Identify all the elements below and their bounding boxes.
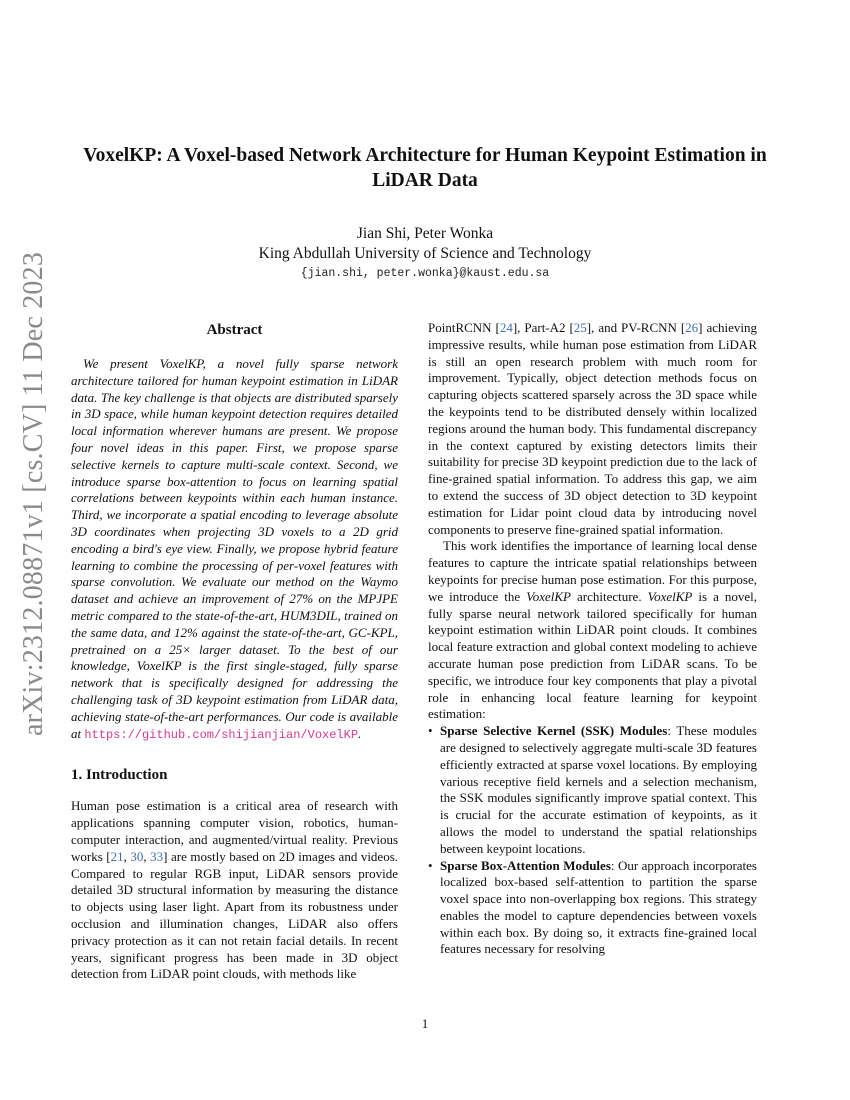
list-item [428, 723, 757, 857]
intro-text: is a novel, fully sparse neural network tailored specifically for human keypoint estimation within LiDAR point clouds. It combines local feature extraction and global context modeling to achieve accurate human pose prediction from LiDAR scans. To be specific, we introduce four key components that play a pivotal role in enhancing local feature learning for keypoint estimation: [428, 588, 758, 722]
key-components-list [428, 723, 757, 958]
citation-link[interactable]: 21 [110, 848, 124, 864]
abstract-heading: Abstract [206, 322, 263, 338]
citation-link[interactable]: 25 [573, 320, 587, 335]
intro-text: PointRCNN [ [428, 320, 500, 335]
list-item-text: : Our approach incorporates localized box-based self-attention to partition the sparse voxel space into non-overlapping box regions. This strategy enables the model to capture dependencies between voxels within each box. By doing so, it extracts fine-grained local features necessary for resolving [440, 857, 757, 957]
intro-text: ] are mostly based on 2D images and videos. Compared to regular RGB input, LiDAR sensors provide detailed 3D structural information by measuring the distance to objects using laser light. Apart from its robustness under occlusion and illumination changes, LiDAR also offers privacy protection as it can not retain facial details. In recent years, significant progress has been made in 3D object detection from LiDAR point clouds, with methods like [71, 848, 399, 982]
list-item [428, 858, 757, 959]
method-name: VoxelKP [647, 588, 693, 604]
paper-title: VoxelKP: A Voxel-based Network Architecture for Human Keypoint Estimation in LiDAR Data [83, 145, 767, 191]
abstract-body-text: We present VoxelKP, a novel fully sparse network architecture tailored for human keypoint estimation in LiDAR data. The key challenge is that objects are distributed sparsely in 3D space, while human keypoint detection requires detailed local information wherever humans are present. We propose four novel ideas in this paper. First, we propose sparse selective kernels to capture multi-scale context. Second, we introduce sparse box-attention to focus on learning spatial correlations between keypoints within each human instance. Third, we incorporate a spatial encoding to leverage absolute 3D coordinates when projecting 3D voxels to a 2D grid encoding a bird's eye view. Finally, we propose hybrid feature learning to combine the processing of per-voxel features with sparse convolution. We evaluate our method on the Waymo dataset and achieve an improvement of 27% on the MPJPE metric compared to the state-of-the-art, HUM3DIL, trained on the same data, and 12% against the state-of-the-art, GC-KPL, pretrained on a 25× larger dataset. To the best of our knowledge, VoxelKP is the first single-staged, fully sparse network that is specifically designed for addressing the challenging task of 3D keypoint estimation from LiDAR data, achieving state-of-the-art performances. Our code is available at [71, 356, 398, 741]
intro-paragraph-1 [71, 798, 398, 983]
page-number: 1 [421, 1016, 429, 1031]
intro-paragraph-2 [428, 538, 757, 723]
list-item-text: : These modules are designed to selectively aggregate multi-scale 3D features efficiently extracted at sparse voxel locations. By employing various receptive field kernels and a selection mechanism, the SSK modules significantly improve spatial context. This is crucial for the accurate estimation of keypoints, as it allows the model to understand the spatial relationships between keypoint locations. [440, 723, 757, 856]
author-email: {jian.shi, peter.wonka}@kaust.edu.sa [300, 267, 550, 280]
citation-link[interactable]: 24 [499, 320, 513, 335]
intro-text: This work identifies the importance of learning local dense features to capture the intricate spatial relationships between keypoints for precise human pose estimation. For this purpose, we introduce the [428, 538, 757, 604]
intro-text: architecture. [570, 588, 648, 604]
citation-link[interactable]: 30 [130, 848, 144, 864]
citation-link[interactable]: 33 [150, 848, 164, 864]
introduction-heading: 1. Introduction [71, 767, 168, 784]
intro-text: , [123, 848, 131, 864]
intro-text: ], Part-A2 [ [512, 320, 574, 335]
left-column [71, 320, 398, 983]
code-link[interactable]: https://github.com/shijianjian/VoxelKP [84, 727, 359, 742]
method-name: VoxelKP [526, 588, 571, 604]
intro-text: Human pose estimation is a critical area of research with applications spanning computer vision, robotics, human-computer interaction, and augmented/virtual reality. Previous works [ [71, 798, 398, 864]
list-item-title: Sparse Box-Attention Modules [440, 857, 611, 873]
affiliation: King Abdullah University of Science and Technology [258, 245, 592, 262]
right-column [428, 320, 757, 958]
abstract-text [71, 356, 398, 743]
intro-text: ] achieving impressive results, while human pose estimation from LiDAR is still an open research problem with much room for improvement. Typically, object detection methods focus on capturing objects scattered sparsely across the 3D space while the keypoints tend to be distributed densely within localized regions around the human body. This fundamental discrepancy in the context captured by existing detectors limits their suitability for precise 3D keypoint prediction due to the lack of fine-grained spatial information. To address this gap, we aim to extend the success of 3D object detection to 3D keypoint estimation for Lidar point cloud data by introducing novel components to preserve fine-grained spatial information. [428, 320, 757, 537]
citation-link[interactable]: 26 [685, 320, 699, 335]
intro-text: , [143, 848, 151, 864]
author-list: Jian Shi, Peter Wonka [356, 225, 494, 242]
intro-text: ], and PV-RCNN [ [586, 320, 686, 335]
abstract-end: . [358, 725, 362, 741]
intro-paragraph-1-cont [428, 320, 757, 538]
arxiv-identifier-text: arXiv:2312.08871v1 [cs.CV] 11 Dec 2023 [18, 251, 50, 736]
arxiv-identifier [15, 251, 53, 736]
list-item-title: Sparse Selective Kernel (SSK) Modules [440, 723, 668, 739]
